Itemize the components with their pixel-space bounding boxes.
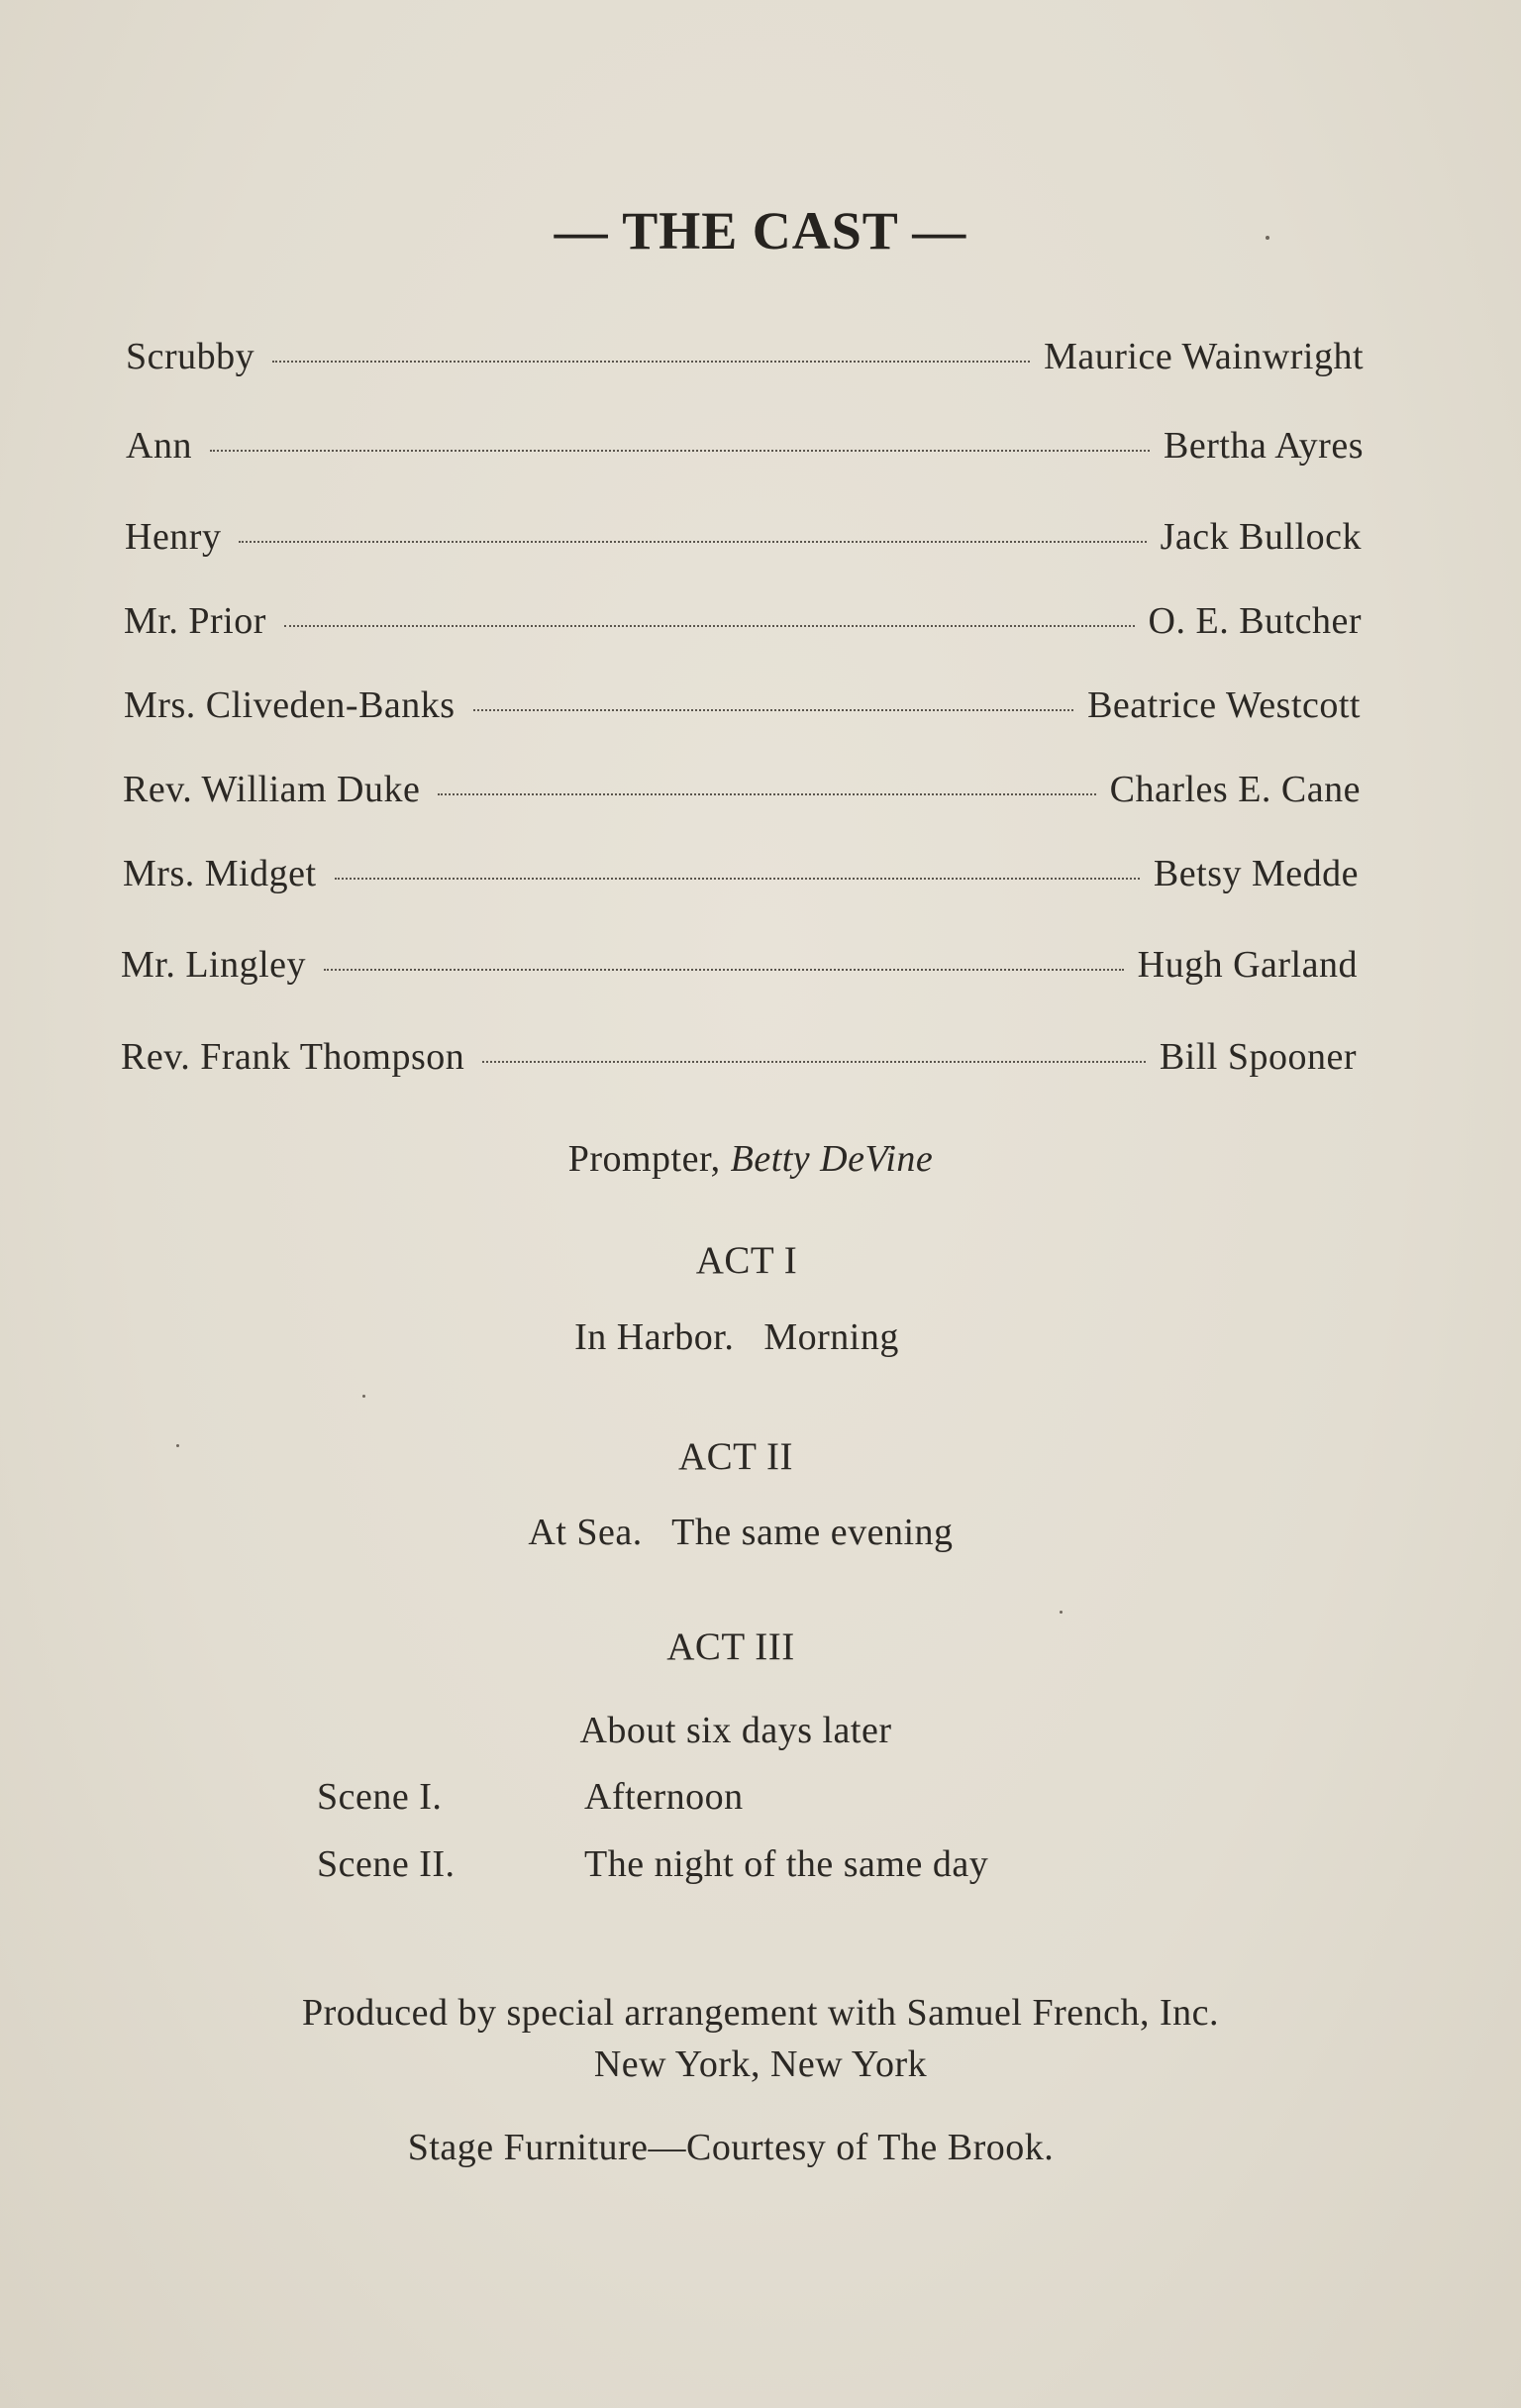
role-name: Rev. Frank Thompson [121,1036,465,1078]
scene-label: Scene I. [317,1776,443,1818]
role-name: Scrubby [126,336,255,377]
prompter-line [0,1137,1511,1181]
scene-desc: The night of the same day [584,1843,989,1885]
dot-leader [272,361,1030,363]
actor-name: Hugh Garland [1137,944,1358,986]
actor-name: Bertha Ayres [1164,425,1364,467]
actor-name: Betsy Medde [1153,853,1359,894]
act-setting: At Sea. The same evening [528,1512,954,1553]
paper-speck [176,1444,179,1447]
act-setting: About six days later [579,1710,892,1751]
act-setting: In Harbor. Morning [574,1316,899,1358]
produced-by-line: Produced by special arrangement with Samuel French, Inc. [302,1992,1219,2034]
cast-row [123,852,1359,895]
cast-row [124,599,1362,643]
role-name: Mr. Lingley [121,944,307,986]
dot-leader [210,450,1150,452]
paper-speck [1266,236,1269,240]
prompter-label: Prompter, [567,1138,721,1180]
scene-row [0,1842,1521,1892]
actor-name: Bill Spooner [1159,1036,1357,1078]
act-heading: ACT II [677,1435,794,1478]
role-name: Mrs. Midget [123,853,317,894]
dot-leader [239,541,1146,543]
dot-leader [324,969,1124,971]
act-heading: ACT I [695,1239,798,1282]
paper-speck [1060,1611,1063,1614]
furniture-credit: Stage Furniture—Courtesy of The Brook. [407,2127,1055,2168]
paper-speck [362,1395,365,1398]
role-name: Mr. Prior [124,600,266,642]
cast-row [126,335,1364,378]
cast-row [121,1035,1357,1079]
cast-title: — THE CAST — [554,201,967,261]
dot-leader [482,1061,1146,1063]
produced-location-line: New York, New York [593,2043,928,2085]
act-heading: ACT III [666,1625,795,1668]
cast-row [121,943,1358,987]
cast-row [123,768,1361,811]
role-name: Rev. William Duke [123,769,421,810]
scene-label: Scene II. [317,1843,456,1885]
scene-row [0,1775,1521,1825]
actor-name: Beatrice Westcott [1087,684,1361,726]
actor-name: Charles E. Cane [1109,769,1361,810]
actor-name: Jack Bullock [1160,516,1362,558]
actor-name: O. E. Butcher [1148,600,1362,642]
dot-leader [473,709,1074,711]
cast-row [126,424,1364,468]
scene-desc: Afternoon [584,1776,744,1818]
role-name: Henry [125,516,222,558]
dot-leader [284,625,1135,627]
role-name: Ann [126,425,192,467]
cast-row [124,683,1361,727]
cast-row [125,515,1362,559]
dot-leader [335,878,1140,880]
role-name: Mrs. Cliveden-Banks [124,684,456,726]
dot-leader [438,793,1095,795]
prompter-name: Betty DeVine [730,1138,934,1180]
actor-name: Maurice Wainwright [1044,336,1364,377]
